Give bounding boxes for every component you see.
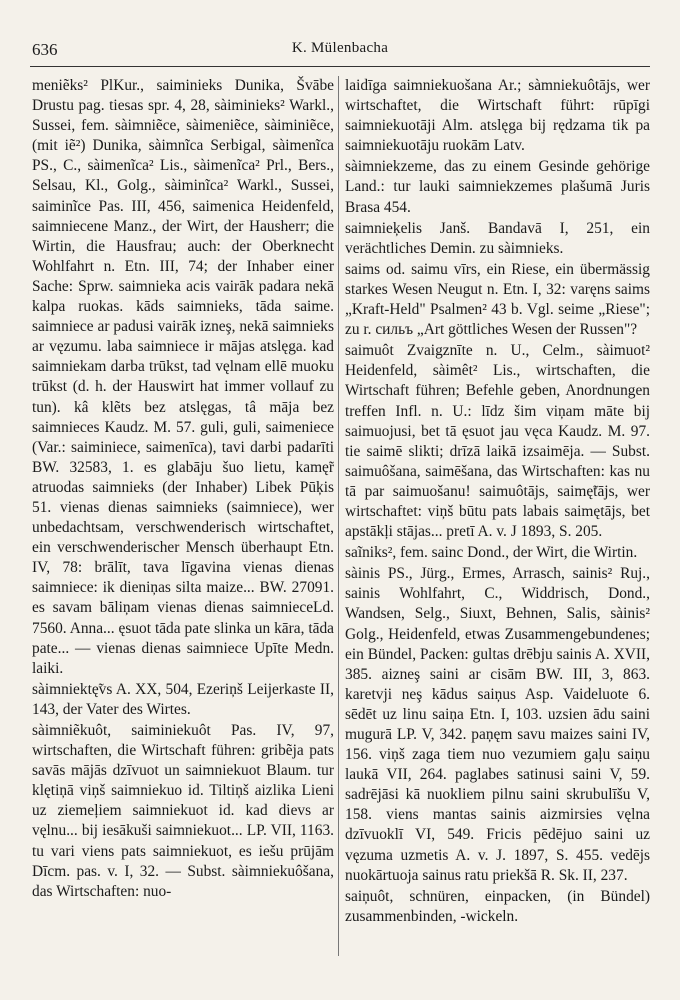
running-title: K. Mülenbacha (291, 40, 389, 56)
column-divider (338, 76, 339, 956)
header-rule (30, 66, 650, 67)
dictionary-entry: sàinis PS., Jürg., Ermes, Arrasch, sainis² Ruj., sainis Wohlfahrt, C., Widdrisch, Dond., Wandsen, Selg., Siuxt, Behnen, Salis, sàinis² Golg., Heidenfeld, etwas Zusammengebundenes; ein Bündel, Packen: gultas drēbju sainis A. XVII, 385. aizneş saini ar cisām BW. III, 3, 863. karetvji neş kādus saiņus Asp. Vaideluote 6. sēdēt uz linu saiņa Etn. I, 103. uzsien ādu saini mugurā LP. V, 342. paņęm savu maizes saini IV, 156. viņš zaga tiem nuo vezumiem gaļu saiņu laukā VII, 264. paglabes satinusi saini V, 59. sadrējāsi kā nuokliem pilnu saini skrubulīšu V, 158. viens mantas sainis aizmirsies vęlna dzīvuoklī VI, 549. Fricis pēdējuo saini uz vęzuma uzmetis A. v. J. 1897, S. 455. vedējs nuokārtuoja sainus ratu priekšā R. Sk. II, 237. (345, 565, 650, 884)
page-number: 636 (32, 40, 58, 59)
dictionary-entry: meniẽks² PlKur., saiminieks Dunika, Švābe Drustu pag. tiesas spr. 4, 28, sàiminieks² Warkl., Sussei, fem. sàimniẽce, sàimeniẽce, sàiminiẽce, (mit iẽ²) Dunika, sàimnĩca Serbigal, sàimenĩca PS., C., sàimenĩca² Lis., sàimenĩca² Prl., Bers., Selsau, Kl., Golg., sàiminĩca² Warkl., Sussei, saiminĩce Pas. III, 456, saimenica Heidenfeld, saimniecene Manz., der Wirt, der Hausherr; die Wirtin, die Hausfrau; auch: der Oberknecht Wohlfahrt n. Etn. III, 74; der Inhaber einer Sache: Sprw. saimnieka acis vairāk padara nekā kalpa ruokas. kāds saimnieks, tāda saime. saimniece ar padusi vairāk izneş, nekā saimnieks ar vęzumu. laba saimniece ir mājas atslęga. kad saimniekam darba trūkst, tad vęlnam ellē muoku trūkst (d. h. der Hauswirt hat immer vollauf zu tun). kâ klẽts bez atslęgas, tâ māja bez saimnieces Kaudz. M. 57. guli, guli, saimeniece (Var.: saiminiece, saimenīca), tavi darbi padarīti BW. 32583, 1. es glabāju šuo lietu, kamę̃r atruodas saimnieks (der Inhaber) Libek Pūķis 51. vienas dienas saimnieks (saimniece), wer unbedachtsam, verschwenderisch wirtschaftet, ein verschwenderischer Mensch überhaupt Etn. IV, 78: brālīt, tava līgavina vienas dienas saimniece: ik dieniņas silta maize... BW. 27091. es savam bāliņam vienas dienas saimnieceLd. 7560. Anna... ęsuot tāda pate slinka un kāra, tāda pate... — vienas dienas saimniece Upīte Medn. laiki. (32, 77, 334, 677)
dictionary-entry: sàimniektę̃vs A. XX, 504, Ezeriņš Leijerkaste II, 143, der Vater des Wirtes. (32, 680, 334, 718)
dictionary-entry: saims od. saimu vīrs, ein Riese, ein übermässig starkes Wesen Neugut n. Etn. I, 32: varęns saims „Kraft-Held" Psalmen² 43 b. Vgl. seime „Riese"; zu r. сильъ „Art göttliches Wesen der Russen"? (345, 260, 650, 339)
dictionary-entry: saiņuôt, schnüren, einpacken, (in Bündel) zusammenbinden, -wickeln. (345, 887, 650, 925)
right-column (345, 76, 650, 927)
dictionary-entry: sàimniekzeme, das zu einem Gesinde gehörige Land.: tur lauki saimniekzemes plašumā Juris Brasa 454. (345, 158, 650, 216)
dictionary-entry: laidīga saimniekuošana Ar.; sàmniekuôtājs, wer wirtschaftet, die Wirtschaft führt: rūpīgi saimniekuotāji Alm. atslęga bij rędzama tik pa saimniekuotāju ruokām Latv. (345, 77, 650, 155)
dictionary-entry: saimuôt Zvaigznīte n. U., Celm., sàimuot² Heidenfeld, sàimêt² Lis., wirtschaften, die Wirtschaft führen; Befehle geben, Anordnungen treffen Infl. n. U.: līdz šim viņam māte bij saimuojusi, bet tā ęsuot jau vęca Kaudz. M. 97. tie saimē slikti; drīzā laikā izsaimēja. — Subst. saimuôšana, saimēšana, das Wirtschaften: kas nu tā par saimuošanu! saimuôtājs, saimę̃tājs, wer wirtschaftet: viņš būtu pats labais saimętājs, bet apstākļi stājas... pretī A. v. J 1893, S. 205. (345, 342, 650, 541)
dictionary-entry: saĩniks², fem. sainc Dond., der Wirt, die Wirtin. (345, 544, 638, 562)
dictionary-entry: saimnieķelis Janš. Bandavā I, 251, ein verächtliches Demin. zu sàimnieks. (345, 219, 650, 257)
dictionary-entry: sàimniẽkuôt, saiminiekuôt Pas. IV, 97, wirtschaften, die Wirtschaft führen: gribẽja pats savās mājās dzīvuot un saimniekuot Blaum. tur klętiņā viņš saimniekuo id. Tiltiņš aizlika Lieni uz ziemeļiem saimniekuot id. kad dievs ar vęlnu... bij iesākuši saimniekuot... LP. VII, 1163. tu vari viens pats saimniekuot, es iešu prūjām Dīcm. pas. v. I, 32. — Subst. sàimniekuôšana, das Wirtschaften: nuo- (32, 722, 334, 900)
left-column (32, 76, 334, 902)
